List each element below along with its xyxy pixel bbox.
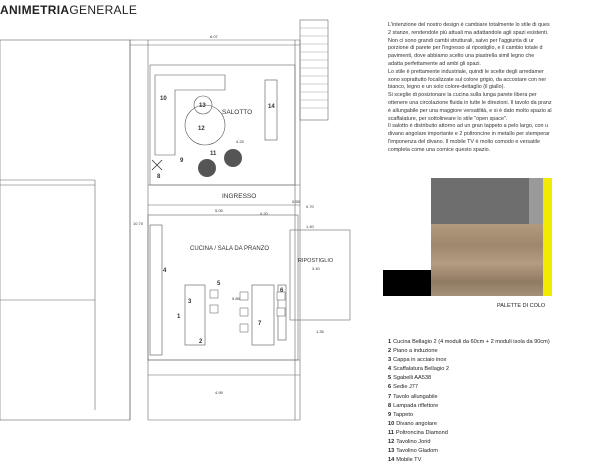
- floor-lamp: [152, 160, 162, 170]
- swatch-yellow: [543, 178, 552, 296]
- description-line: Si sceglie di posizionare la cucina sulla lunga parete libera per: [388, 92, 537, 99]
- dim-bottom-right: 1.35: [316, 329, 324, 334]
- stair-treads: [300, 28, 328, 108]
- legend-item: [388, 447, 550, 456]
- description-line: 2 stanze, rendendole più attuali ma adattandole agli spazi esistenti.: [388, 29, 549, 36]
- armchair-2: [224, 149, 242, 167]
- legend-item: [388, 365, 550, 374]
- dim-top: 6.07: [210, 34, 218, 39]
- legend-number: 7: [388, 393, 392, 400]
- legend-number: 14: [388, 457, 395, 464]
- armchair-1: [198, 159, 216, 177]
- legend-text: Tavolino Gladom: [396, 448, 438, 455]
- coffee-table: [185, 105, 225, 145]
- marker-1: 1: [177, 314, 181, 320]
- dim-kitchen-h: 5.85: [232, 296, 240, 301]
- dim-salotto-h: 4.25: [236, 139, 244, 144]
- legend-item: [388, 374, 550, 383]
- legend-text: Mobile TV: [396, 457, 422, 464]
- legend-item: [388, 356, 550, 365]
- dim-left-h: 10.70: [133, 221, 144, 226]
- legend-item: [388, 420, 550, 429]
- description-text: [388, 22, 600, 155]
- dining-table: [252, 285, 274, 345]
- marker-6: 6: [280, 288, 284, 294]
- legend-number: 5: [388, 375, 392, 382]
- swatch-white: [383, 178, 431, 270]
- legend-number: 2: [388, 348, 392, 355]
- title-light: GENERALE: [69, 3, 138, 17]
- furniture-legend: [388, 338, 550, 465]
- legend-text: Sgabelli AA538: [393, 375, 432, 382]
- description-line: l'imponenza del divano. Il mobile TV è molto comodo e versatile: [388, 138, 540, 145]
- legend-number: 9: [388, 411, 392, 418]
- legend-number: 11: [388, 429, 394, 436]
- legend-item: [388, 429, 550, 438]
- kitchen-counter: [150, 225, 162, 355]
- description-line: Non ci sono grandi cambi strutturali, salvo per l'aggiunta di ur: [388, 37, 534, 44]
- description-line: adatta perfettamente ad ambi gli spazi.: [388, 60, 481, 67]
- legend-text: Divano angolare: [396, 420, 437, 427]
- description-line: Lo stile è prettamente industriale, quindi le scelte degli arredamer: [388, 68, 544, 75]
- marker-13: 13: [199, 103, 206, 109]
- legend-text: Lampada riflettore: [393, 402, 439, 409]
- legend-text: Tavolino Jorid: [396, 439, 431, 446]
- legend-item: [388, 347, 550, 356]
- legend-item: [388, 411, 550, 420]
- marker-8: 8: [157, 174, 161, 180]
- description-line: Il salotto è distribuito attorno ad un gran tappeto a pelo largo, con u: [388, 123, 549, 130]
- description-line: pavimenti, dove abbiamo scelto una piastrella simil legno che: [388, 53, 535, 60]
- swatch-wood: [431, 224, 543, 296]
- dim-small-a: 0.55: [292, 199, 300, 204]
- room-label-cucina: CUCINA / SALA DA PRANZO: [190, 246, 270, 252]
- legend-item: [388, 393, 550, 402]
- legend-item: [388, 338, 550, 347]
- dim-small-b: 0.70: [306, 204, 314, 209]
- dim-small-c: 0.20: [260, 211, 268, 216]
- description-line: porzione di parete per l'ingresso al ripostiglio, e il cambio totale d: [388, 45, 543, 52]
- marker-11: 11: [210, 151, 217, 157]
- description-line: divano angolare importante e 2 poltroncine in metallo per stemperar: [388, 131, 550, 138]
- dim-bottom: 4.95: [215, 390, 223, 395]
- description-line: completa come una cornice questo spazio.: [388, 146, 491, 153]
- marker-12: 12: [198, 126, 205, 132]
- marker-5: 5: [217, 281, 221, 287]
- room-label-ripostiglio: RIPOSTIGLIO: [298, 258, 334, 264]
- description-line: è allungabile per una maggiore versatilità, e si è dato molto spazio al: [388, 107, 552, 114]
- legend-number: 8: [388, 402, 392, 409]
- legend-item: [388, 438, 550, 447]
- color-palette: [383, 178, 595, 306]
- swatch-mid-gray: [529, 178, 543, 224]
- marker-2: 2: [199, 339, 203, 345]
- swatch-dark-gray: [431, 178, 529, 224]
- dim-ingresso-w: 5.05: [215, 208, 223, 213]
- description-line: ottenere una circolazione fluida in tutte le direzioni. Il tavolo da pranz: [388, 99, 552, 106]
- kitchen-island: [185, 285, 205, 345]
- room-label-salotto: SALOTTO: [222, 109, 253, 116]
- palette-label: PALETTE DI COLO: [497, 303, 546, 309]
- legend-text: Tappeto: [393, 411, 414, 418]
- plan-walls: [0, 20, 350, 420]
- description-line: L'intenzione del nostro design è cambiare totalmente lo stile di ques: [388, 22, 550, 28]
- legend-text: Cappa in acciaio inox: [393, 357, 447, 364]
- legend-item: [388, 402, 550, 411]
- legend-number: 4: [388, 366, 392, 373]
- legend-text: Piano a induzione: [393, 348, 438, 355]
- description-line: sono soprattutto focalizzate sul colore grigio, da accostare con ner: [388, 76, 547, 83]
- marker-3: 3: [188, 299, 192, 305]
- swatch-black: [383, 270, 431, 296]
- marker-10: 10: [160, 96, 167, 102]
- title-bold: ANIMETRIA: [0, 3, 70, 17]
- legend-number: 6: [388, 384, 392, 391]
- legend-text: Cucina Bellagio 2 (4 moduli da 60cm + 2 moduli isola da 90cm): [393, 339, 550, 345]
- legend-text: Scaffalatura Bellagio 2: [393, 366, 449, 373]
- dim-rip-h: 3.40: [312, 266, 320, 271]
- tv-cabinet: [265, 80, 277, 140]
- marker-7: 7: [258, 321, 262, 327]
- legend-number: 1: [388, 339, 392, 345]
- legend-item: [388, 383, 550, 392]
- legend-item: [388, 456, 550, 465]
- legend-text: Poltroncina Diamond: [395, 429, 448, 436]
- legend-number: 12: [388, 439, 395, 446]
- legend-text: Sedie J77: [393, 384, 419, 391]
- description-line: bianco, legno e un solo colore-dettaglio (il giallo).: [388, 84, 505, 91]
- marker-9: 9: [180, 158, 184, 164]
- corner-sofa: [155, 75, 225, 155]
- legend-number: 3: [388, 357, 392, 364]
- legend-number: 10: [388, 420, 395, 427]
- marker-14: 14: [268, 104, 275, 110]
- marker-4: 4: [163, 268, 167, 274]
- dim-rip-w: 1.40: [306, 224, 314, 229]
- room-label-ingresso: INGRESSO: [222, 193, 257, 200]
- armchairs: [198, 149, 242, 177]
- legend-text: Tavolo allungabile: [393, 393, 438, 400]
- salotto-furniture: [155, 75, 277, 155]
- legend-number: 13: [388, 448, 395, 455]
- description-line: scaffalature, per sottolineare lo stile "open space".: [388, 115, 508, 122]
